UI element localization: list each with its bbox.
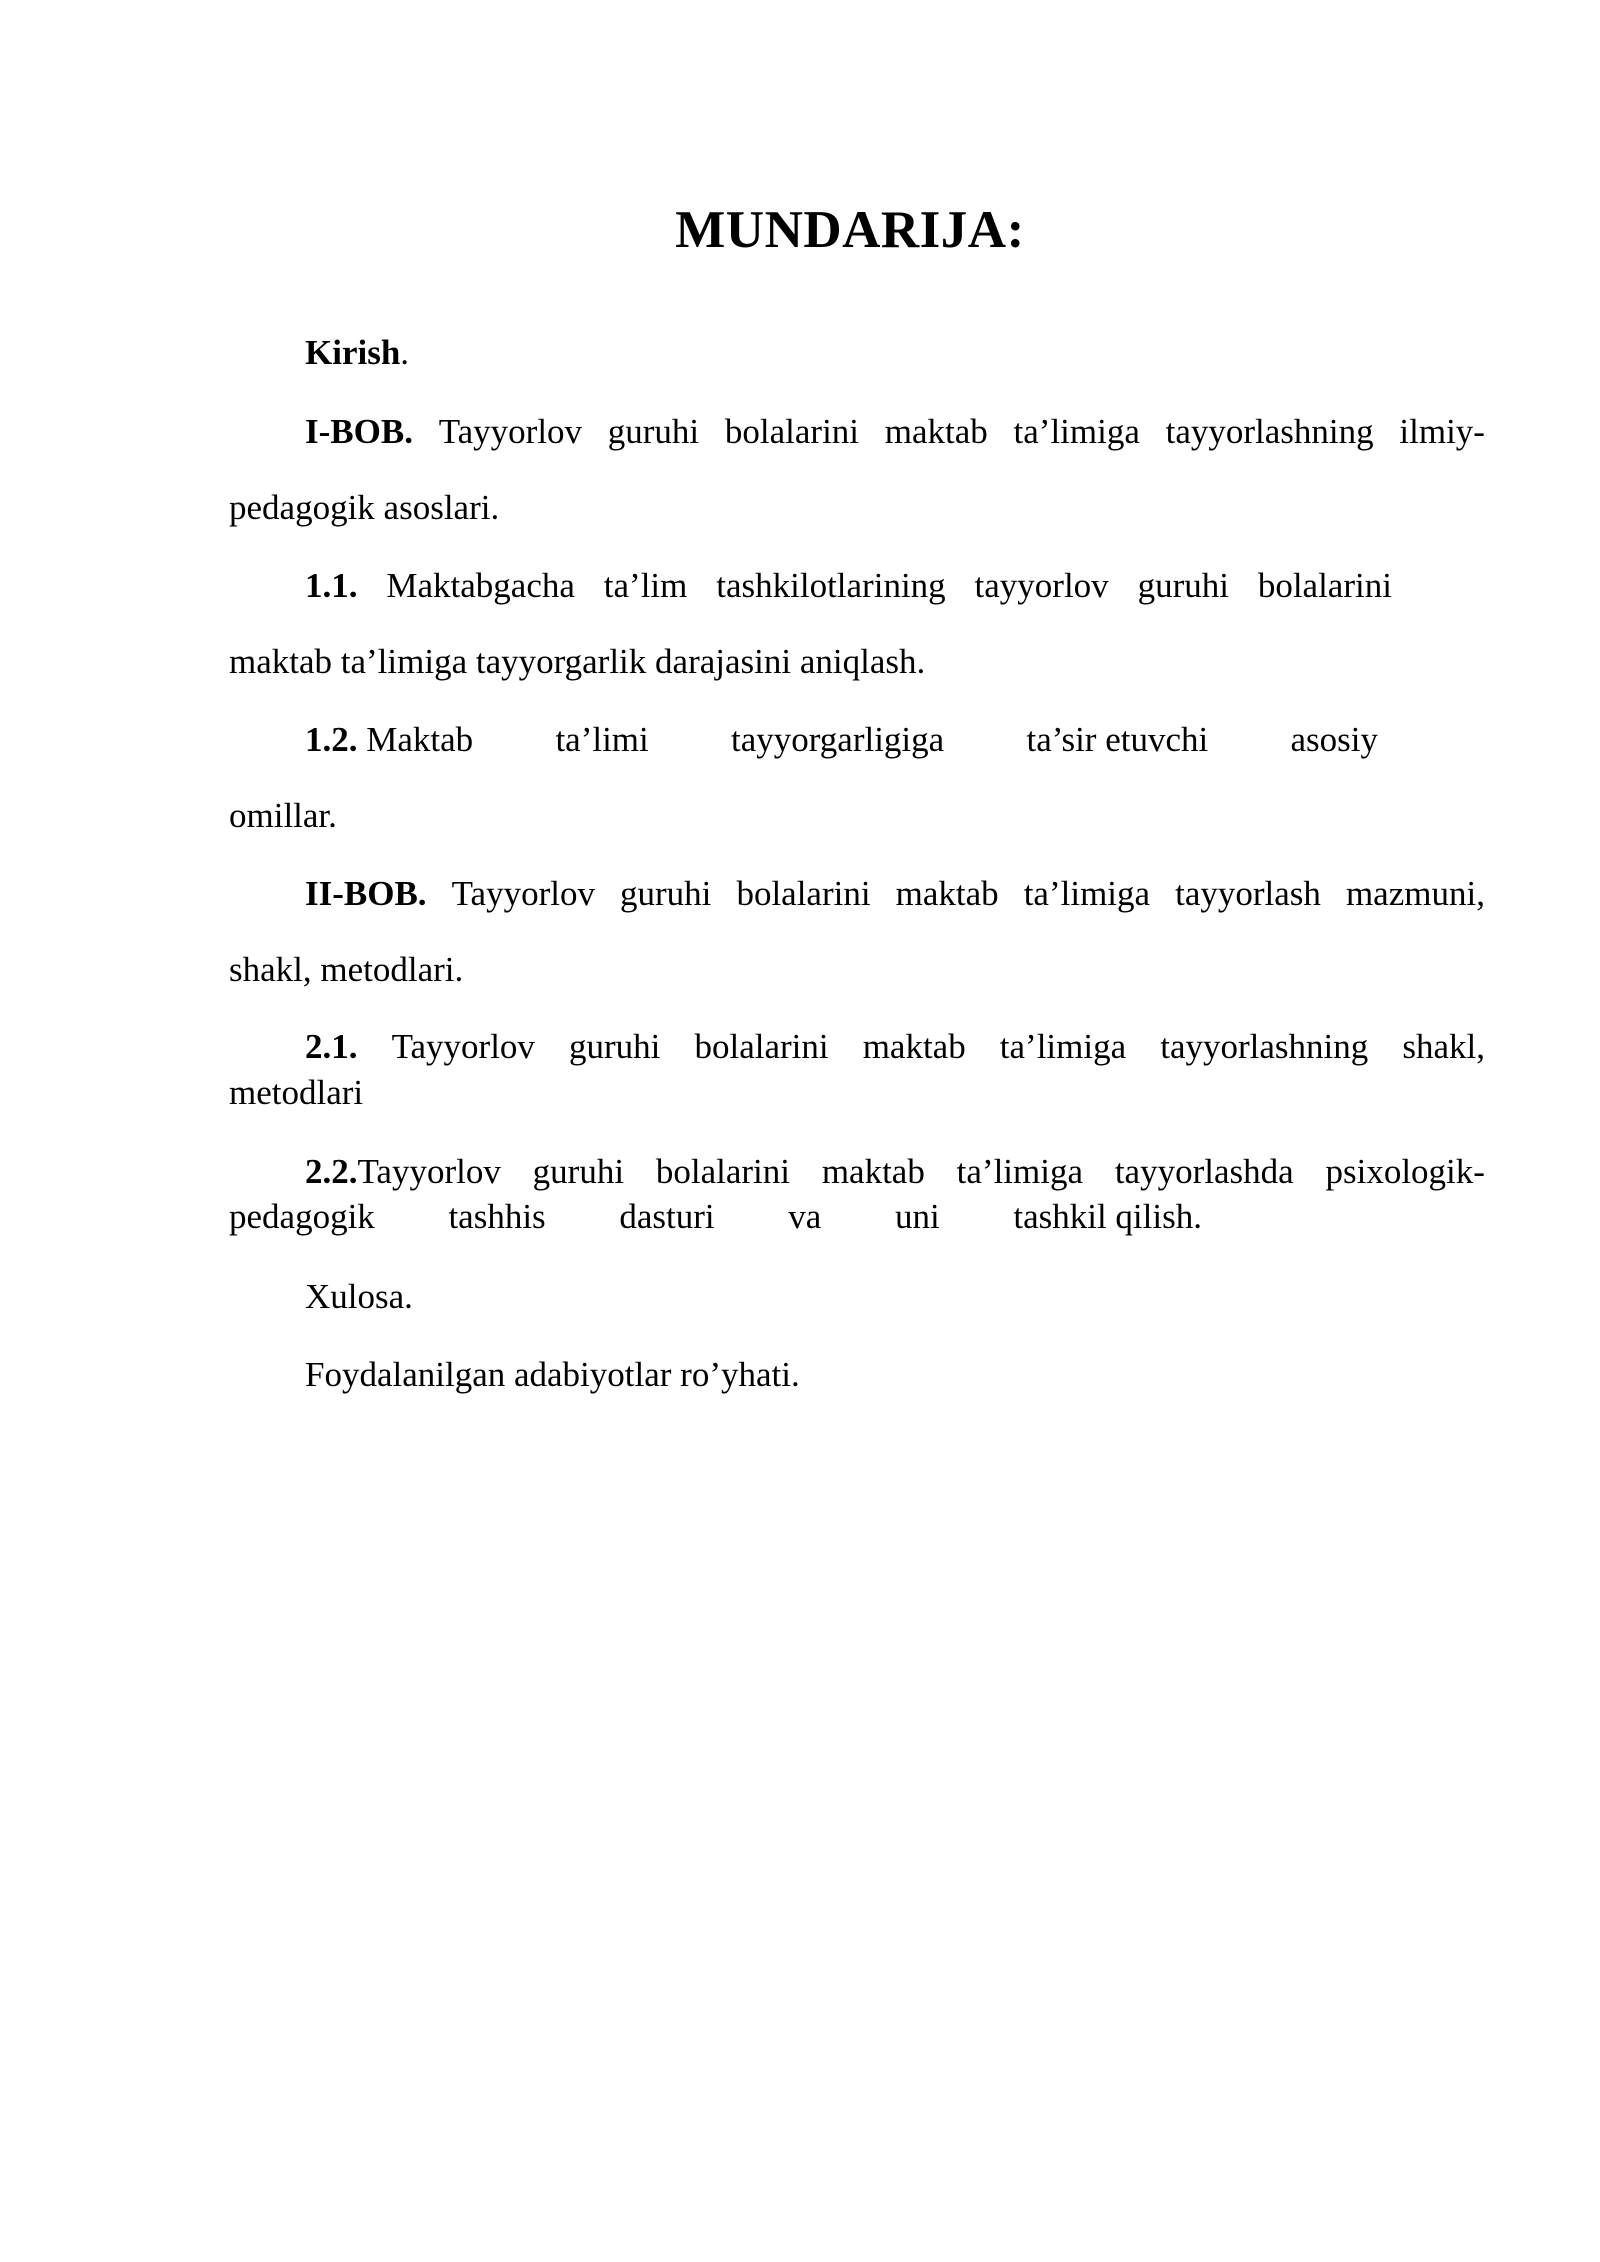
section12-word: etuvchi <box>1105 720 1209 759</box>
chapter2-word: mazmuni, <box>1345 874 1485 913</box>
section12-word: asosiy <box>1290 720 1378 759</box>
section12-word: tayyorgarligiga <box>731 720 945 759</box>
section22-word: tashkil qilish. <box>1013 1197 1202 1236</box>
section12-label: 1.2. <box>305 720 358 759</box>
toc-entry-section22-line2 <box>229 1195 1202 1239</box>
section21-word: maktab <box>862 1027 966 1066</box>
section22-word: guruhi <box>532 1152 625 1191</box>
chapter2-label: II-BOB. <box>305 874 427 913</box>
toc-entry-references: Foydalanilgan adabiyotlar ro’yhati. <box>305 1355 800 1394</box>
section22-word: Tayyorlov <box>357 1152 501 1191</box>
chapter2-word: ta’limiga <box>1023 874 1151 913</box>
section22-word: pedagogik <box>229 1197 375 1236</box>
section21-label: 2.1. <box>305 1027 358 1066</box>
section11-word: bolalarini <box>1257 566 1392 605</box>
section12-lead <box>305 718 473 762</box>
chapter1-word: bolalarini <box>724 412 860 451</box>
chapter2-word: guruhi <box>620 874 712 913</box>
section22-label: 2.2. <box>305 1152 358 1191</box>
toc-entry-section22-line1 <box>305 1150 1485 1194</box>
section22-lead <box>305 1150 501 1194</box>
toc-entry-section11-line1 <box>305 564 1392 608</box>
section12-mid <box>1026 718 1208 762</box>
section22-word: tashhis <box>448 1197 546 1236</box>
section22-word: bolalarini <box>655 1152 790 1191</box>
section21-word: bolalarini <box>694 1027 829 1066</box>
toc-entry-chapter2-line2: shakl, metodlari. <box>229 950 464 989</box>
section11-label: 1.1. <box>305 566 358 605</box>
intro-punct: . <box>400 333 410 372</box>
chapter2-word: maktab <box>895 874 999 913</box>
section11-word: tashkilotlarining <box>716 566 946 605</box>
chapter2-word: tayyorlash <box>1175 874 1321 913</box>
section12-word: ta’sir <box>1026 720 1097 759</box>
chapter1-word: ilmiy- <box>1399 412 1485 451</box>
chapter1-word: tayyorlashning <box>1165 412 1374 451</box>
section22-word: maktab <box>821 1152 925 1191</box>
section22-word: va <box>788 1197 822 1236</box>
section12-word: ta’limi <box>555 720 649 759</box>
section22-word: uni <box>894 1197 940 1236</box>
toc-entry-section12-line2: omillar. <box>229 796 337 835</box>
chapter1-label: I-BOB. <box>305 412 413 451</box>
section21-word: ta’limiga <box>999 1027 1127 1066</box>
chapter2-word: bolalarini <box>736 874 871 913</box>
section11-word: guruhi <box>1137 566 1229 605</box>
section22-word: psixologik- <box>1325 1152 1485 1191</box>
section21-word: Tayyorlov <box>391 1027 535 1066</box>
toc-entry-section12-line1 <box>305 718 1378 762</box>
section11-word: tayyorlov <box>974 566 1109 605</box>
chapter2-word: Tayyorlov <box>451 874 595 913</box>
section21-word: guruhi <box>569 1027 661 1066</box>
page-title: MUNDARIJA: <box>675 201 1025 259</box>
section22-word: dasturi <box>619 1197 715 1236</box>
chapter1-word: maktab <box>884 412 988 451</box>
section11-word: ta’lim <box>603 566 688 605</box>
toc-entry-section11-line2: maktab ta’limiga tayyorgarlik darajasini aniqlash. <box>229 642 926 681</box>
section21-word: tayyorlashning <box>1160 1027 1369 1066</box>
toc-entry-chapter1-line1 <box>305 410 1485 454</box>
section12-word: Maktab <box>366 720 474 759</box>
toc-entry-section21-line2: metodlari <box>229 1073 364 1112</box>
toc-entry-chapter1-line2: pedagogik asoslari. <box>229 488 500 527</box>
toc-entry-intro <box>305 331 409 375</box>
chapter1-word: guruhi <box>607 412 700 451</box>
section22-word: tayyorlashda <box>1114 1152 1294 1191</box>
toc-entry-chapter2-line1 <box>305 872 1485 916</box>
section21-word: shakl, <box>1402 1027 1485 1066</box>
section11-word: Maktabgacha <box>386 566 575 605</box>
toc-entry-conclusion: Xulosa. <box>305 1277 413 1316</box>
toc-entry-section21-line1 <box>305 1025 1485 1069</box>
chapter1-word: Tayyorlov <box>438 412 583 451</box>
section22-word: ta’limiga <box>956 1152 1084 1191</box>
intro-label: Kirish <box>305 333 401 372</box>
chapter1-word: ta’limiga <box>1013 412 1140 451</box>
